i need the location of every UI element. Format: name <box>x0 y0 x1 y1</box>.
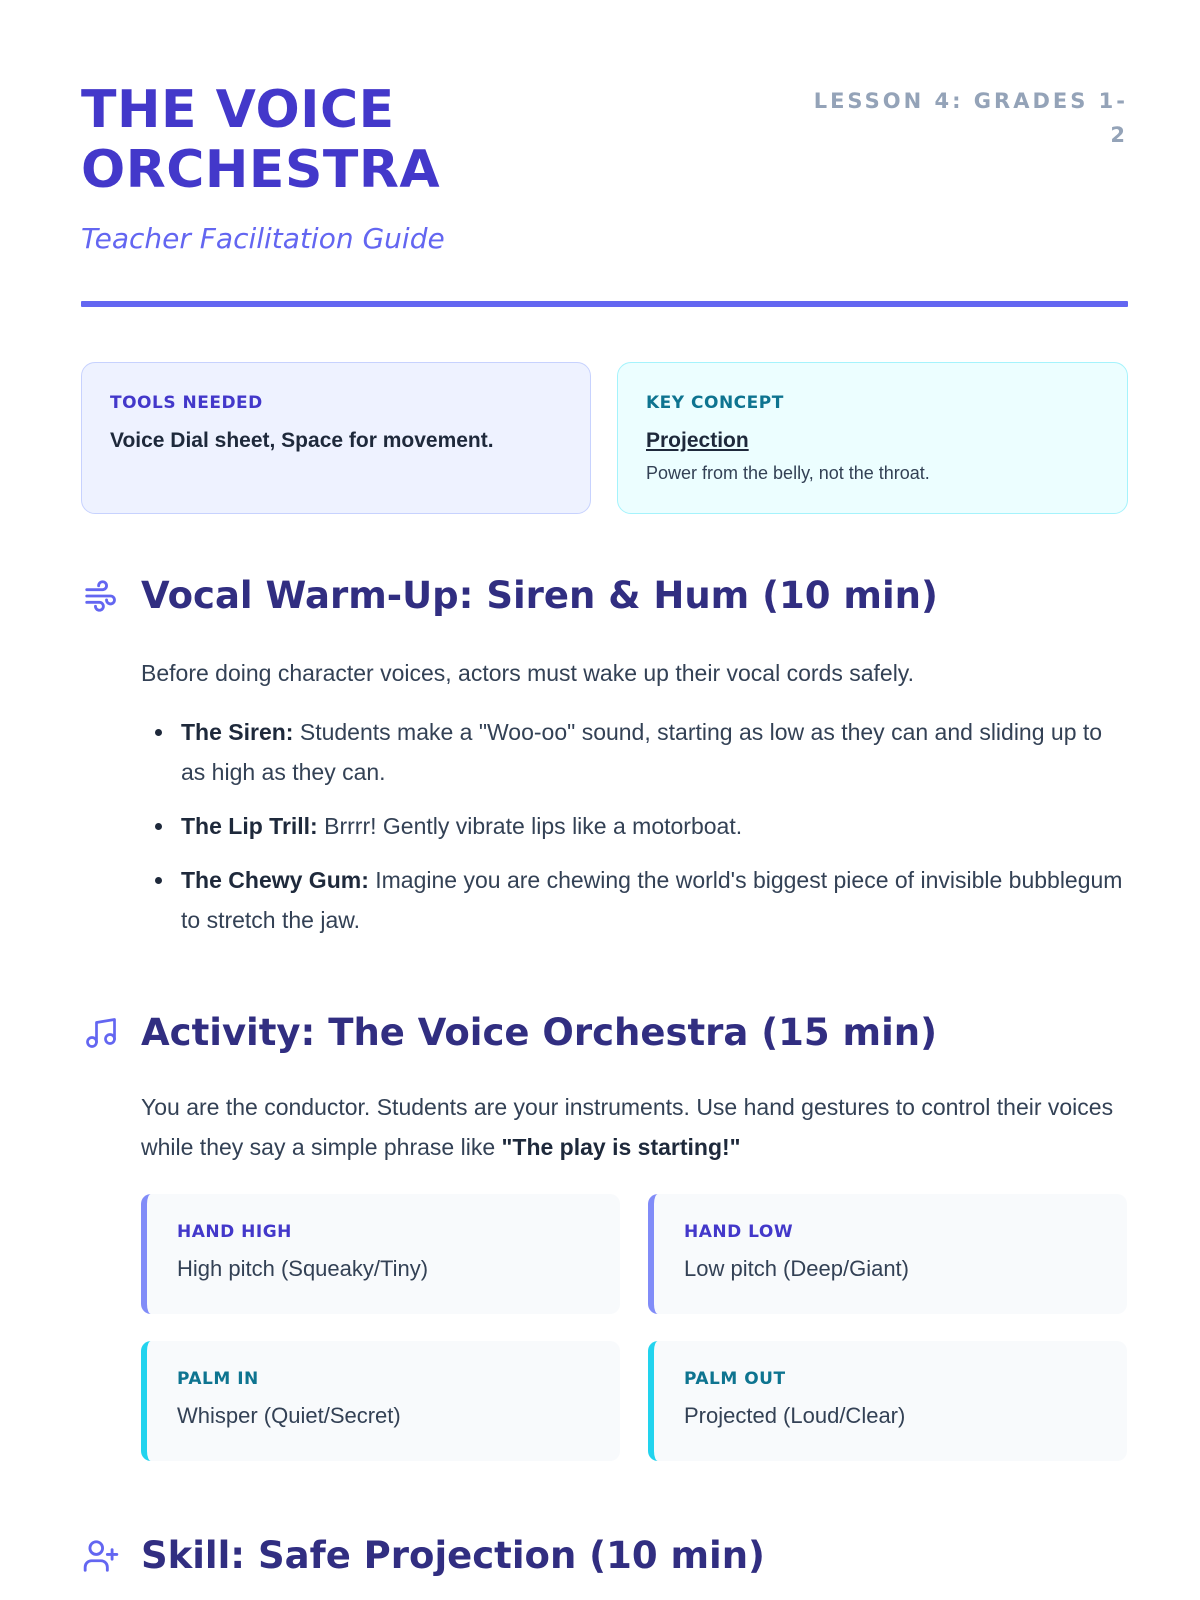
key-concept-note: Power from the belly, not the throat. <box>646 463 930 483</box>
document-subtitle: Teacher Facilitation Guide <box>81 222 445 255</box>
gesture-desc: Whisper (Quiet/Secret) <box>177 1403 401 1428</box>
gesture-label: HAND LOW <box>684 1222 794 1242</box>
tools-needed-label: TOOLS NEEDED <box>110 393 263 413</box>
warmup-list <box>181 712 1126 954</box>
music-note-icon <box>81 1013 121 1053</box>
warmup-item-text: Students make a "Woo-oo" sound, starting as low as they can and sliding up to as high as they can. <box>181 719 1103 785</box>
tools-needed-card <box>81 362 591 514</box>
skill-section-title: Skill: Safe Projection (10 min) <box>141 1534 765 1577</box>
title-line-1: THE VOICE <box>81 80 395 140</box>
document-header <box>81 80 1128 308</box>
skill-section-header <box>81 1534 765 1577</box>
key-concept-card <box>617 362 1128 514</box>
tools-needed-text: Voice Dial sheet, Space for movement. <box>110 429 494 452</box>
activity-phrase: "The play is starting!" <box>501 1134 741 1160</box>
warmup-section-header <box>81 574 938 617</box>
gesture-card-hand-low <box>648 1194 1127 1314</box>
gesture-desc: Low pitch (Deep/Giant) <box>684 1256 909 1281</box>
activity-section-title: Activity: The Voice Orchestra (15 min) <box>141 1011 938 1054</box>
gesture-label: PALM IN <box>177 1369 259 1389</box>
gesture-desc: Projected (Loud/Clear) <box>684 1403 906 1428</box>
activity-intro-text: You are the conductor. Students are your instruments. Use hand gestures to control their voices while they say a simple phrase like <box>141 1094 1114 1160</box>
key-concept-label: KEY CONCEPT <box>646 393 784 413</box>
warmup-item-term: The Lip Trill: <box>181 813 318 839</box>
gesture-card-palm-out <box>648 1341 1127 1461</box>
document-title <box>81 80 601 200</box>
list-item <box>181 806 1126 846</box>
gesture-card-palm-in <box>141 1341 620 1461</box>
list-item <box>181 860 1126 940</box>
key-concept-name: Projection <box>646 429 749 452</box>
warmup-item-text: Brrrr! Gently vibrate lips like a motorboat. <box>317 813 743 839</box>
list-item <box>181 712 1126 792</box>
gesture-card-hand-high <box>141 1194 620 1314</box>
header-divider <box>81 301 1128 307</box>
warmup-item-term: The Chewy Gum: <box>181 867 369 893</box>
user-plus-icon <box>81 1536 121 1576</box>
title-line-2: ORCHESTRA <box>81 140 441 200</box>
activity-section-header <box>81 1011 937 1054</box>
warmup-item-term: The Siren: <box>181 719 294 745</box>
wind-icon <box>81 576 121 616</box>
activity-intro <box>141 1087 1126 1167</box>
warmup-section-title: Vocal Warm-Up: Siren & Hum (10 min) <box>141 574 938 617</box>
gesture-desc: High pitch (Squeaky/Tiny) <box>177 1256 429 1281</box>
gesture-label: HAND HIGH <box>177 1222 292 1242</box>
gesture-label: PALM OUT <box>684 1369 786 1389</box>
warmup-intro: Before doing character voices, actors must wake up their vocal cords safely. <box>141 660 914 686</box>
lesson-tag: LESSON 4: GRADES 1-2 <box>813 89 1128 147</box>
warmup-item-text: Imagine you are chewing the world's biggest piece of invisible bubblegum to stretch the jaw. <box>181 867 1123 933</box>
